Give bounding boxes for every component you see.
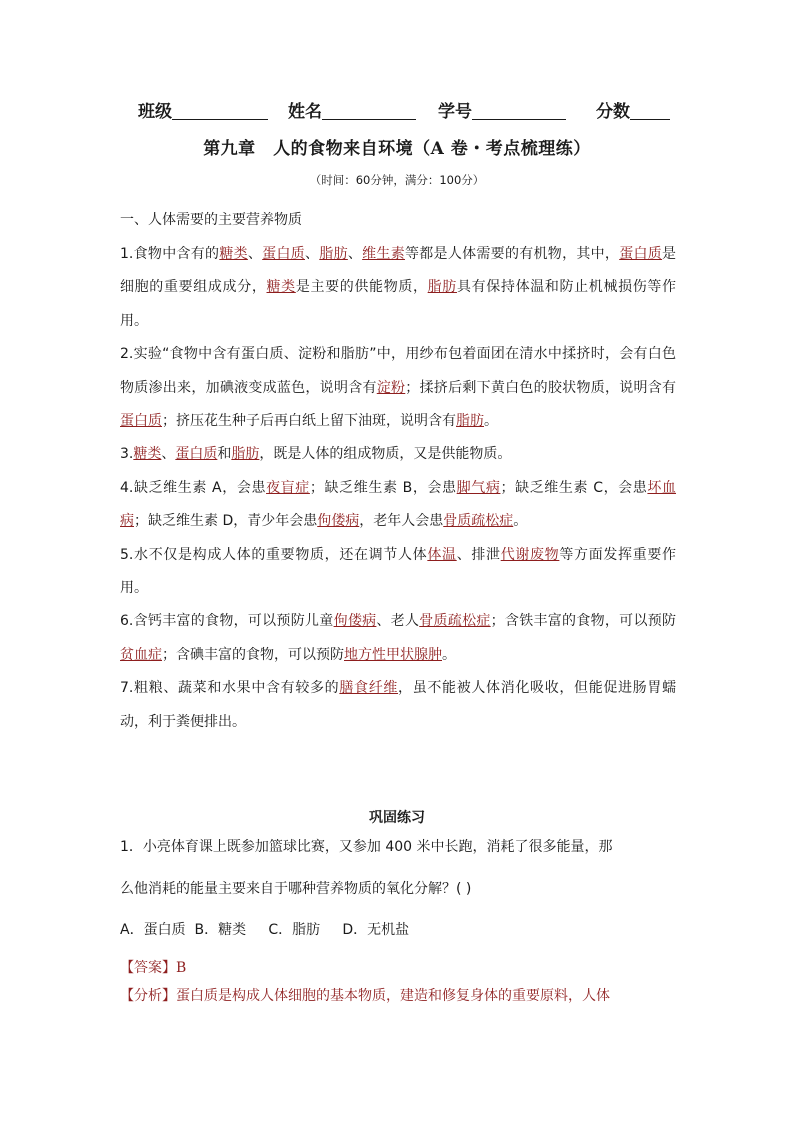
question-1-options: A．蛋白质 B．糖类 C．脂肪 D．无机盐 [120, 922, 410, 938]
item-text: 和 [217, 446, 232, 463]
answer-line [120, 957, 186, 977]
name-field [288, 97, 416, 122]
answer-blank: 坏血病 [120, 479, 677, 530]
answer-blank: 维生素 [362, 246, 405, 262]
answer-blank: 膳食纤维 [339, 680, 399, 697]
item-text: ；缺乏维生素 B，会患 [309, 479, 457, 496]
answer-blank: 夜盲症 [266, 479, 310, 496]
knowledge-item-3 [120, 438, 676, 471]
answer-blank: 蛋白质 [120, 413, 162, 430]
page-title: 第九章 人的食物来自环境（A 卷・考点梳理练） [203, 139, 591, 159]
answer-blank: 体温 [427, 546, 457, 563]
item-text: ，老年人会患 [359, 513, 444, 530]
item-text: 等都是人体需要的有机物，其中， [404, 246, 620, 262]
item-text: ，既是人体的组成物质，又是供能物质。 [259, 446, 512, 463]
answer-blank: 糖类 [266, 279, 296, 296]
answer-blank: 糖类 [219, 246, 248, 262]
page-subtitle: （时间：60分钟，满分：100分） [309, 173, 485, 187]
item-text: ，虽不能被人体消化吸收，但能促进肠胃蠕动，利于粪便排出。 [120, 680, 677, 730]
item-text: 是主要的供能物质， [295, 279, 428, 296]
item-text: ；含碘丰富的食物，可以预防 [162, 646, 344, 663]
item-text: 具有保持体温和防止机械损伤等作用。 [120, 279, 677, 329]
knowledge-item-1 [120, 238, 676, 338]
knowledge-points [120, 238, 676, 739]
class-field [138, 97, 268, 122]
class-blank[interactable] [172, 101, 268, 120]
question-1-line-1: 1．小亮体育课上既参加篮球比赛，又参加 400 米中长跑，消耗了很多能量，那 [120, 839, 613, 855]
answer-blank: 脚气病 [456, 479, 501, 496]
knowledge-item-4 [120, 472, 676, 539]
answer-blank: 糖类 [133, 446, 162, 463]
analysis-line [120, 985, 680, 1005]
item-text: 。 [484, 413, 498, 430]
question-1-line-2: 么他消耗的能量主要来自于哪种营养物质的氧化分解？( ) [120, 881, 472, 897]
answer-blank: 脂肪 [319, 246, 348, 262]
item-text: ；缺乏维生素 C，会患 [500, 479, 648, 496]
item-text: 是细胞的重要组成成分， [120, 246, 677, 296]
item-text: 、 [305, 246, 320, 262]
analysis-label: 【分析】 [120, 988, 176, 1004]
number-field [438, 97, 566, 122]
number-blank[interactable] [472, 101, 566, 120]
student-info-row [138, 97, 678, 125]
item-text: 4.缺乏维生素 A，会患 [120, 479, 267, 496]
practice-heading: 巩固练习 [369, 810, 425, 826]
answer-blank: 地方性甲状腺肿 [344, 646, 442, 663]
name-label: 姓名 [288, 102, 322, 122]
answer-blank: 蛋白质 [175, 446, 218, 463]
item-text: ；挤压花生种子后再白纸上留下油斑，说明含有 [162, 413, 456, 430]
item-text: 2.实验“食物中含有蛋白质、淀粉和脂肪”中，用纱布包着面团在清水中揉挤时，会有白色物质渗出来，加碘液变成蓝色，说明含有 [120, 346, 676, 396]
answer-blank: 代谢废物 [500, 546, 560, 563]
item-text: 。 [513, 513, 528, 530]
knowledge-item-7 [120, 672, 676, 739]
answer-blank: 脂肪 [427, 279, 457, 296]
answer-blank: 淀粉 [376, 379, 406, 396]
knowledge-item-5 [120, 539, 676, 606]
item-text: 、 [161, 446, 176, 463]
answer-blank: 脂肪 [456, 413, 484, 430]
item-text: 、老人 [376, 613, 420, 630]
analysis-text: 蛋白质是构成人体细胞的基本物质，建造和修复身体的重要原料，人体 [176, 988, 610, 1004]
answer-blank: 佝偻病 [317, 513, 360, 530]
item-text: 7.粗粮、蔬菜和水果中含有较多的 [120, 680, 340, 697]
item-text: ；缺乏维生素 D，青少年会患 [134, 513, 318, 530]
item-text: ；揉挤后剩下黄白色的胶状物质，说明含有 [405, 379, 677, 396]
item-text: 、排泄 [456, 546, 501, 563]
answer-value: B [176, 960, 187, 976]
item-text: 。 [442, 646, 456, 663]
item-text: 5.水不仅是构成人体的重要物质，还在调节人体 [120, 546, 428, 563]
knowledge-item-6 [120, 605, 676, 672]
item-text: 、 [247, 246, 263, 262]
name-blank[interactable] [322, 101, 416, 120]
answer-blank: 蛋白质 [262, 246, 306, 262]
number-label: 学号 [438, 102, 472, 122]
answer-blank: 贫血症 [120, 646, 162, 663]
class-label: 班级 [138, 102, 172, 122]
answer-blank: 脂肪 [231, 446, 260, 463]
score-blank[interactable] [630, 101, 670, 120]
answer-blank: 骨质疏松症 [443, 513, 514, 530]
item-text: 等方面发挥重要作用。 [120, 546, 677, 597]
answer-blank: 佝偻病 [333, 613, 377, 630]
item-text: 、 [347, 246, 363, 262]
section-heading: 一、人体需要的主要营养物质 [120, 212, 302, 228]
answer-label: 【答案】 [120, 960, 176, 976]
item-text: 6.含钙丰富的食物，可以预防儿童 [120, 613, 334, 630]
score-field [596, 97, 670, 122]
knowledge-item-2 [120, 338, 676, 438]
score-label: 分数 [596, 102, 630, 122]
item-text: 1.食物中含有的 [120, 246, 220, 262]
answer-blank: 蛋白质 [619, 246, 663, 262]
answer-blank: 骨质疏松症 [419, 613, 491, 630]
item-text: 3. [120, 446, 134, 463]
item-text: ；含铁丰富的食物，可以预防 [490, 613, 677, 630]
